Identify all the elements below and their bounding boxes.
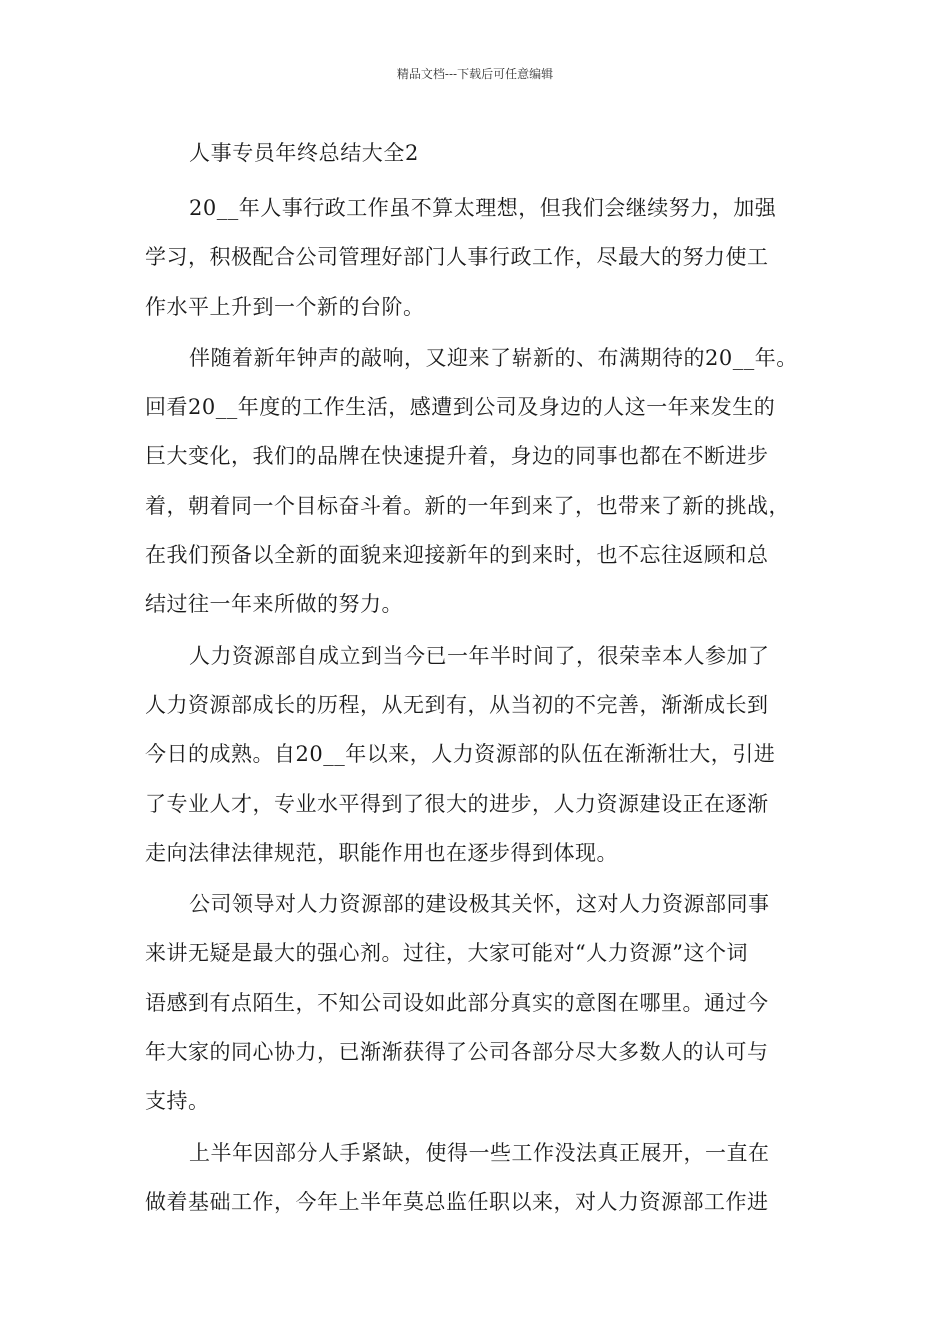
paragraph-line: 着，朝着同一个目标奋斗着。新的一年到来了，也带来了新的挑战， [145,493,790,518]
paragraph-line: 支持。 [145,1089,210,1114]
paragraph-line: 人力资源部成长的历程，从无到有，从当初的不完善，渐渐成长到 [145,692,769,717]
paragraph-line: 来讲无疑是最大的强心剂。过往，大家可能对“人力资源”这个词 [145,941,748,966]
paragraph-line: 上半年因部分人手紧缺，使得一些工作没法真正展开，一直在 [189,1140,770,1165]
paragraph-line: 学习，积极配合公司管理好部门人事行政工作，尽最大的努力使工 [145,245,769,270]
document-body [145,184,835,1229]
paragraph-2 [145,334,835,630]
paragraph-4 [145,880,835,1126]
page-header: 精品文档---下载后可任意编辑 [396,67,554,81]
paragraph-line: 巨大变化，我们的品牌在快速提升着，身边的同事也都在不断进步 [145,444,769,469]
paragraph-5 [145,1129,835,1228]
paragraph-line: 了专业人才，专业水平得到了很大的进步，人力资源建设正在逐渐 [145,791,769,816]
paragraph-line: 作水平上升到一个新的台阶。 [145,294,425,319]
paragraph-line: 回看20__年度的工作生活，感遭到公司及身边的人这一年来发生的 [145,395,776,420]
paragraph-line: 走向法律法律规范，职能作用也在逐步得到体现。 [145,840,618,865]
document-title: 人事专员年终总结大全2 [189,141,419,165]
paragraph-line: 公司领导对人力资源部的建设极其关怀，这对人力资源部同事 [189,892,770,917]
paragraph-line: 在我们预备以全新的面貌来迎接新年的到来时，也不忘往返顾和总 [145,543,769,568]
paragraph-line: 人力资源部自成立到当今已一年半时间了，很荣幸本人参加了 [189,643,770,668]
paragraph-line: 语感到有点陌生，不知公司设如此部分真实的意图在哪里。通过今 [145,990,769,1015]
paragraph-line: 年大家的同心协力，已渐渐获得了公司各部分尽大多数人的认可与 [145,1040,769,1065]
paragraph-line: 20__年人事行政工作虽不算太理想，但我们会继续努力，加强 [189,196,777,220]
paragraph-line: 伴随着新年钟声的敲响，又迎来了崭新的、布满期待的20__年。 [189,345,798,370]
paragraph-line: 结过往一年来所做的努力。 [145,592,403,617]
paragraph-3 [145,632,835,878]
paragraph-1 [145,184,835,332]
paragraph-line: 做着基础工作，今年上半年莫总监任职以来，对人力资源部工作进 [145,1189,769,1214]
paragraph-line: 今日的成熟。自20__年以来，人力资源部的队伍在渐渐壮大，引进 [145,742,776,767]
